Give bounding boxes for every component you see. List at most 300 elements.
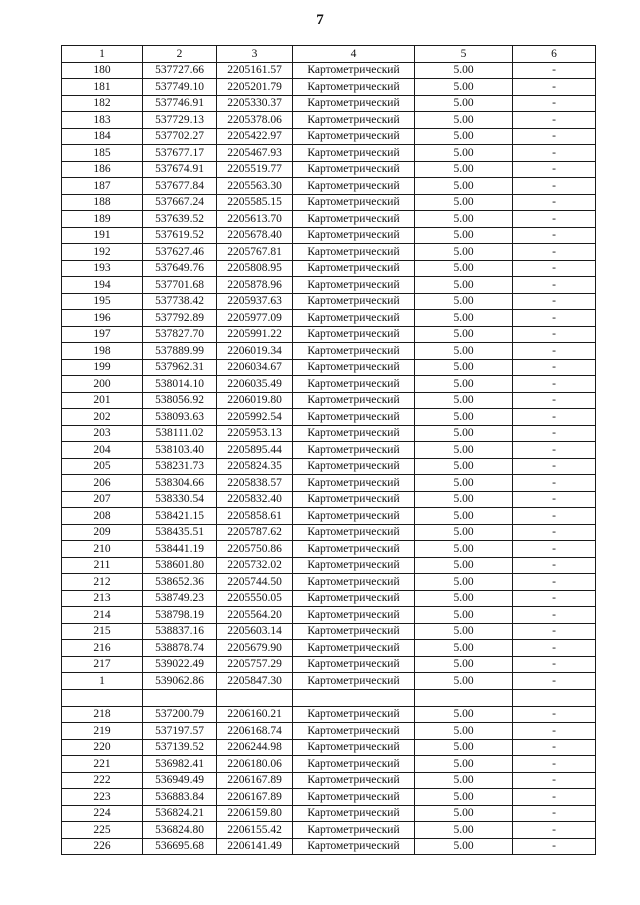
- point-number-cell: 222: [62, 772, 143, 789]
- method-cell: Картометрический: [293, 359, 415, 376]
- table-row: [62, 623, 596, 640]
- note-cell: -: [513, 112, 596, 129]
- x-coordinate-cell: 537677.17: [143, 145, 217, 162]
- x-coordinate-cell: 537639.52: [143, 211, 217, 228]
- y-coordinate-cell: 2205992.54: [217, 409, 293, 426]
- table-row: [62, 178, 596, 195]
- y-coordinate-cell: 2206180.06: [217, 756, 293, 773]
- note-cell: -: [513, 359, 596, 376]
- column-header: 4: [293, 46, 415, 63]
- x-coordinate-cell: 537619.52: [143, 227, 217, 244]
- note-cell: -: [513, 772, 596, 789]
- point-number-cell: 180: [62, 62, 143, 79]
- table-row: [62, 706, 596, 723]
- accuracy-cell: 5.00: [415, 574, 513, 591]
- note-cell: -: [513, 211, 596, 228]
- y-coordinate-cell: 2205767.81: [217, 244, 293, 261]
- point-number-cell: 209: [62, 524, 143, 541]
- method-cell: Картометрический: [293, 524, 415, 541]
- note-cell: -: [513, 805, 596, 822]
- point-number-cell: 221: [62, 756, 143, 773]
- method-cell: Картометрический: [293, 623, 415, 640]
- x-coordinate-cell: 538441.19: [143, 541, 217, 558]
- point-number-cell: 189: [62, 211, 143, 228]
- y-coordinate-cell: 2206019.34: [217, 343, 293, 360]
- method-cell: Картометрический: [293, 557, 415, 574]
- note-cell: -: [513, 590, 596, 607]
- method-cell: Картометрический: [293, 706, 415, 723]
- x-coordinate-cell: 538435.51: [143, 524, 217, 541]
- point-number-cell: 183: [62, 112, 143, 129]
- note-cell: -: [513, 623, 596, 640]
- x-coordinate-cell: 538103.40: [143, 442, 217, 459]
- method-cell: Картометрический: [293, 789, 415, 806]
- column-header: 1: [62, 46, 143, 63]
- method-cell: Картометрический: [293, 607, 415, 624]
- point-number-cell: 226: [62, 838, 143, 855]
- x-coordinate-cell: 537962.31: [143, 359, 217, 376]
- point-number-cell: 204: [62, 442, 143, 459]
- y-coordinate-cell: 2205679.90: [217, 640, 293, 657]
- column-header: 3: [217, 46, 293, 63]
- x-coordinate-cell: 538330.54: [143, 491, 217, 508]
- table-row: [62, 376, 596, 393]
- table-row: [62, 524, 596, 541]
- table-header-row: [62, 46, 596, 63]
- accuracy-cell: 5.00: [415, 623, 513, 640]
- note-cell: -: [513, 557, 596, 574]
- point-number-cell: 206: [62, 475, 143, 492]
- x-coordinate-cell: 537627.46: [143, 244, 217, 261]
- table-row: [62, 409, 596, 426]
- table-row: [62, 95, 596, 112]
- point-number-cell: 224: [62, 805, 143, 822]
- accuracy-cell: 5.00: [415, 822, 513, 839]
- method-cell: Картометрический: [293, 425, 415, 442]
- method-cell: Картометрический: [293, 656, 415, 673]
- table-row: [62, 508, 596, 525]
- y-coordinate-cell: 2205613.70: [217, 211, 293, 228]
- y-coordinate-cell: 2206160.21: [217, 706, 293, 723]
- table-row: [62, 475, 596, 492]
- table-row: [62, 425, 596, 442]
- accuracy-cell: 5.00: [415, 789, 513, 806]
- table-row: [62, 293, 596, 310]
- y-coordinate-cell: 2206034.67: [217, 359, 293, 376]
- accuracy-cell: 5.00: [415, 161, 513, 178]
- accuracy-cell: 5.00: [415, 557, 513, 574]
- method-cell: Картометрический: [293, 822, 415, 839]
- y-coordinate-cell: 2205564.20: [217, 607, 293, 624]
- accuracy-cell: 5.00: [415, 524, 513, 541]
- y-coordinate-cell: 2205750.86: [217, 541, 293, 558]
- table-row: [62, 838, 596, 855]
- table-row: [62, 161, 596, 178]
- table-row: [62, 458, 596, 475]
- accuracy-cell: 5.00: [415, 244, 513, 261]
- method-cell: Картометрический: [293, 392, 415, 409]
- x-coordinate-cell: 537139.52: [143, 739, 217, 756]
- x-coordinate-cell: 537674.91: [143, 161, 217, 178]
- note-cell: -: [513, 409, 596, 426]
- point-number-cell: 225: [62, 822, 143, 839]
- table-row: [62, 145, 596, 162]
- y-coordinate-cell: 2206167.89: [217, 772, 293, 789]
- column-header: 6: [513, 46, 596, 63]
- table-row: [62, 244, 596, 261]
- x-coordinate-cell: 538111.02: [143, 425, 217, 442]
- note-cell: -: [513, 95, 596, 112]
- table-row: [62, 772, 596, 789]
- accuracy-cell: 5.00: [415, 607, 513, 624]
- accuracy-cell: 5.00: [415, 409, 513, 426]
- note-cell: -: [513, 656, 596, 673]
- note-cell: -: [513, 524, 596, 541]
- method-cell: Картометрический: [293, 277, 415, 294]
- method-cell: Картометрический: [293, 260, 415, 277]
- x-coordinate-cell: 537827.70: [143, 326, 217, 343]
- table-body: [62, 62, 596, 855]
- y-coordinate-cell: 2205161.57: [217, 62, 293, 79]
- x-coordinate-cell: 536949.49: [143, 772, 217, 789]
- point-number-cell: 214: [62, 607, 143, 624]
- y-coordinate-cell: 2205977.09: [217, 310, 293, 327]
- point-number-cell: 197: [62, 326, 143, 343]
- y-coordinate-cell: 2205678.40: [217, 227, 293, 244]
- note-cell: -: [513, 442, 596, 459]
- point-number-cell: 1: [62, 673, 143, 690]
- point-number-cell: 199: [62, 359, 143, 376]
- method-cell: Картометрический: [293, 161, 415, 178]
- method-cell: Картометрический: [293, 62, 415, 79]
- method-cell: Картометрический: [293, 640, 415, 657]
- y-coordinate-cell: 2205953.13: [217, 425, 293, 442]
- note-cell: -: [513, 706, 596, 723]
- point-number-cell: 211: [62, 557, 143, 574]
- note-cell: -: [513, 425, 596, 442]
- method-cell: Картометрический: [293, 458, 415, 475]
- table-row: [62, 739, 596, 756]
- point-number-cell: 200: [62, 376, 143, 393]
- note-cell: -: [513, 574, 596, 591]
- method-cell: Картометрический: [293, 343, 415, 360]
- table-row: [62, 211, 596, 228]
- accuracy-cell: 5.00: [415, 838, 513, 855]
- note-cell: -: [513, 79, 596, 96]
- method-cell: Картометрический: [293, 673, 415, 690]
- coordinates-table: [61, 45, 596, 855]
- note-cell: -: [513, 607, 596, 624]
- x-coordinate-cell: 537727.66: [143, 62, 217, 79]
- point-number-cell: 205: [62, 458, 143, 475]
- table-row: [62, 557, 596, 574]
- point-number-cell: 198: [62, 343, 143, 360]
- table-row: [62, 590, 596, 607]
- y-coordinate-cell: 2205832.40: [217, 491, 293, 508]
- point-number-cell: 208: [62, 508, 143, 525]
- method-cell: Картометрический: [293, 145, 415, 162]
- accuracy-cell: 5.00: [415, 277, 513, 294]
- y-coordinate-cell: 2206167.89: [217, 789, 293, 806]
- method-cell: Картометрический: [293, 112, 415, 129]
- note-cell: -: [513, 376, 596, 393]
- point-number-cell: 217: [62, 656, 143, 673]
- x-coordinate-cell: 537889.99: [143, 343, 217, 360]
- x-coordinate-cell: 537792.89: [143, 310, 217, 327]
- table-row: [62, 359, 596, 376]
- point-number-cell: 182: [62, 95, 143, 112]
- x-coordinate-cell: 538878.74: [143, 640, 217, 657]
- note-cell: -: [513, 244, 596, 261]
- accuracy-cell: 5.00: [415, 194, 513, 211]
- method-cell: Картометрический: [293, 838, 415, 855]
- point-number-cell: 181: [62, 79, 143, 96]
- accuracy-cell: 5.00: [415, 673, 513, 690]
- x-coordinate-cell: 537677.84: [143, 178, 217, 195]
- note-cell: -: [513, 326, 596, 343]
- method-cell: Картометрический: [293, 739, 415, 756]
- method-cell: [293, 689, 415, 706]
- accuracy-cell: 5.00: [415, 128, 513, 145]
- x-coordinate-cell: 537701.68: [143, 277, 217, 294]
- y-coordinate-cell: 2205519.77: [217, 161, 293, 178]
- note-cell: -: [513, 640, 596, 657]
- y-coordinate-cell: 2206155.42: [217, 822, 293, 839]
- point-number-cell: 196: [62, 310, 143, 327]
- x-coordinate-cell: 538093.63: [143, 409, 217, 426]
- method-cell: Картометрический: [293, 508, 415, 525]
- table-row: [62, 574, 596, 591]
- y-coordinate-cell: 2205787.62: [217, 524, 293, 541]
- method-cell: Картометрический: [293, 310, 415, 327]
- x-coordinate-cell: 537200.79: [143, 706, 217, 723]
- point-number-cell: 202: [62, 409, 143, 426]
- table-row: [62, 607, 596, 624]
- table-row: [62, 62, 596, 79]
- table-row: [62, 260, 596, 277]
- point-number-cell: 185: [62, 145, 143, 162]
- y-coordinate-cell: 2206035.49: [217, 376, 293, 393]
- accuracy-cell: 5.00: [415, 756, 513, 773]
- accuracy-cell: 5.00: [415, 343, 513, 360]
- method-cell: Картометрический: [293, 491, 415, 508]
- y-coordinate-cell: 2205991.22: [217, 326, 293, 343]
- y-coordinate-cell: 2205858.61: [217, 508, 293, 525]
- point-number-cell: [62, 689, 143, 706]
- method-cell: Картометрический: [293, 79, 415, 96]
- x-coordinate-cell: 536982.41: [143, 756, 217, 773]
- x-coordinate-cell: 537738.42: [143, 293, 217, 310]
- method-cell: Картометрический: [293, 442, 415, 459]
- y-coordinate-cell: 2206168.74: [217, 723, 293, 740]
- x-coordinate-cell: 539062.86: [143, 673, 217, 690]
- y-coordinate-cell: 2206244.98: [217, 739, 293, 756]
- note-cell: -: [513, 508, 596, 525]
- accuracy-cell: 5.00: [415, 112, 513, 129]
- point-number-cell: 213: [62, 590, 143, 607]
- y-coordinate-cell: 2205732.02: [217, 557, 293, 574]
- table-row: [62, 343, 596, 360]
- accuracy-cell: 5.00: [415, 442, 513, 459]
- accuracy-cell: 5.00: [415, 475, 513, 492]
- accuracy-cell: 5.00: [415, 211, 513, 228]
- point-number-cell: 194: [62, 277, 143, 294]
- y-coordinate-cell: 2205808.95: [217, 260, 293, 277]
- note-cell: -: [513, 673, 596, 690]
- point-number-cell: 203: [62, 425, 143, 442]
- y-coordinate-cell: 2205422.97: [217, 128, 293, 145]
- method-cell: Картометрический: [293, 128, 415, 145]
- accuracy-cell: [415, 689, 513, 706]
- table-row: [62, 673, 596, 690]
- method-cell: Картометрический: [293, 211, 415, 228]
- accuracy-cell: 5.00: [415, 227, 513, 244]
- x-coordinate-cell: 538014.10: [143, 376, 217, 393]
- note-cell: [513, 689, 596, 706]
- y-coordinate-cell: 2205744.50: [217, 574, 293, 591]
- point-number-cell: 220: [62, 739, 143, 756]
- point-number-cell: 207: [62, 491, 143, 508]
- table-row: [62, 541, 596, 558]
- table-row: [62, 79, 596, 96]
- x-coordinate-cell: 538652.36: [143, 574, 217, 591]
- accuracy-cell: 5.00: [415, 805, 513, 822]
- point-number-cell: 187: [62, 178, 143, 195]
- accuracy-cell: 5.00: [415, 491, 513, 508]
- y-coordinate-cell: [217, 689, 293, 706]
- note-cell: -: [513, 756, 596, 773]
- accuracy-cell: 5.00: [415, 326, 513, 343]
- method-cell: Картометрический: [293, 227, 415, 244]
- point-number-cell: 210: [62, 541, 143, 558]
- note-cell: -: [513, 739, 596, 756]
- accuracy-cell: 5.00: [415, 590, 513, 607]
- note-cell: -: [513, 491, 596, 508]
- note-cell: -: [513, 227, 596, 244]
- table-row: [62, 128, 596, 145]
- y-coordinate-cell: 2205603.14: [217, 623, 293, 640]
- point-number-cell: 191: [62, 227, 143, 244]
- x-coordinate-cell: 537649.76: [143, 260, 217, 277]
- table-row: [62, 227, 596, 244]
- column-header: 2: [143, 46, 217, 63]
- x-coordinate-cell: 537749.10: [143, 79, 217, 96]
- x-coordinate-cell: 538421.15: [143, 508, 217, 525]
- accuracy-cell: 5.00: [415, 640, 513, 657]
- accuracy-cell: 5.00: [415, 425, 513, 442]
- y-coordinate-cell: 2205937.63: [217, 293, 293, 310]
- method-cell: Картометрический: [293, 194, 415, 211]
- note-cell: -: [513, 161, 596, 178]
- x-coordinate-cell: 538056.92: [143, 392, 217, 409]
- accuracy-cell: 5.00: [415, 458, 513, 475]
- x-coordinate-cell: 537746.91: [143, 95, 217, 112]
- y-coordinate-cell: 2205563.30: [217, 178, 293, 195]
- accuracy-cell: 5.00: [415, 145, 513, 162]
- point-number-cell: 218: [62, 706, 143, 723]
- method-cell: Картометрический: [293, 293, 415, 310]
- method-cell: Картометрический: [293, 541, 415, 558]
- method-cell: Картометрический: [293, 723, 415, 740]
- point-number-cell: 192: [62, 244, 143, 261]
- table-row: [62, 326, 596, 343]
- point-number-cell: 195: [62, 293, 143, 310]
- point-number-cell: 188: [62, 194, 143, 211]
- note-cell: -: [513, 277, 596, 294]
- y-coordinate-cell: 2205878.96: [217, 277, 293, 294]
- separator-row: [62, 689, 596, 706]
- accuracy-cell: 5.00: [415, 359, 513, 376]
- note-cell: -: [513, 458, 596, 475]
- table-row: [62, 277, 596, 294]
- note-cell: -: [513, 723, 596, 740]
- point-number-cell: 212: [62, 574, 143, 591]
- y-coordinate-cell: 2205467.93: [217, 145, 293, 162]
- point-number-cell: 219: [62, 723, 143, 740]
- y-coordinate-cell: 2205757.29: [217, 656, 293, 673]
- accuracy-cell: 5.00: [415, 392, 513, 409]
- x-coordinate-cell: 538749.23: [143, 590, 217, 607]
- y-coordinate-cell: 2205550.05: [217, 590, 293, 607]
- accuracy-cell: 5.00: [415, 772, 513, 789]
- table-row: [62, 442, 596, 459]
- method-cell: Картометрический: [293, 756, 415, 773]
- x-coordinate-cell: 539022.49: [143, 656, 217, 673]
- point-number-cell: 216: [62, 640, 143, 657]
- point-number-cell: 184: [62, 128, 143, 145]
- y-coordinate-cell: 2206141.49: [217, 838, 293, 855]
- table-row: [62, 789, 596, 806]
- method-cell: Картометрический: [293, 409, 415, 426]
- method-cell: Картометрический: [293, 244, 415, 261]
- point-number-cell: 215: [62, 623, 143, 640]
- x-coordinate-cell: 538601.80: [143, 557, 217, 574]
- column-header: 5: [415, 46, 513, 63]
- note-cell: -: [513, 838, 596, 855]
- x-coordinate-cell: 538231.73: [143, 458, 217, 475]
- accuracy-cell: 5.00: [415, 723, 513, 740]
- x-coordinate-cell: [143, 689, 217, 706]
- accuracy-cell: 5.00: [415, 293, 513, 310]
- y-coordinate-cell: 2205585.15: [217, 194, 293, 211]
- method-cell: Картометрический: [293, 590, 415, 607]
- page-number: 7: [316, 12, 324, 28]
- table-row: [62, 656, 596, 673]
- method-cell: Картометрический: [293, 805, 415, 822]
- x-coordinate-cell: 538798.19: [143, 607, 217, 624]
- table-row: [62, 805, 596, 822]
- accuracy-cell: 5.00: [415, 260, 513, 277]
- table-row: [62, 392, 596, 409]
- note-cell: -: [513, 178, 596, 195]
- point-number-cell: 223: [62, 789, 143, 806]
- note-cell: -: [513, 310, 596, 327]
- note-cell: -: [513, 128, 596, 145]
- note-cell: -: [513, 62, 596, 79]
- method-cell: Картометрический: [293, 574, 415, 591]
- note-cell: -: [513, 293, 596, 310]
- y-coordinate-cell: 2206019.80: [217, 392, 293, 409]
- point-number-cell: 186: [62, 161, 143, 178]
- table-row: [62, 194, 596, 211]
- x-coordinate-cell: 537729.13: [143, 112, 217, 129]
- accuracy-cell: 5.00: [415, 178, 513, 195]
- note-cell: -: [513, 822, 596, 839]
- y-coordinate-cell: 2205895.44: [217, 442, 293, 459]
- method-cell: Картометрический: [293, 326, 415, 343]
- table-row: [62, 491, 596, 508]
- y-coordinate-cell: 2205838.57: [217, 475, 293, 492]
